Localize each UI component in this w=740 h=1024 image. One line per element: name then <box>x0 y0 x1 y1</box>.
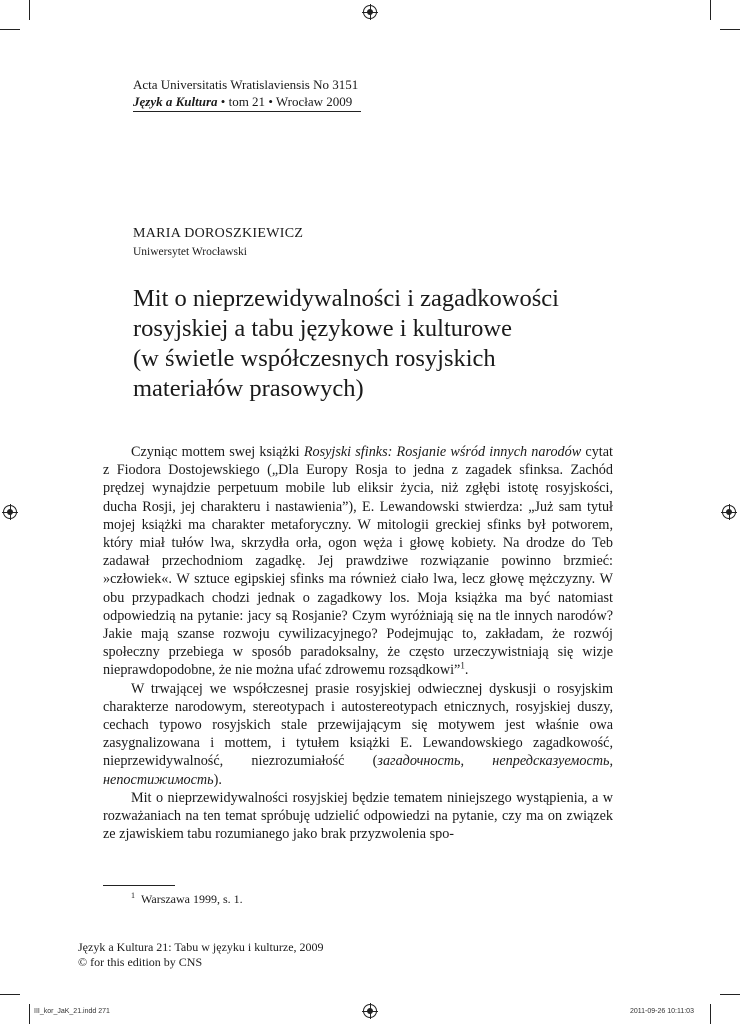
crop-mark-top-left-vertical <box>29 0 30 20</box>
russian-term-2: непредсказуемость <box>492 753 610 770</box>
slug-datetime: 2011-09-26 10:11:03 <box>630 1008 694 1015</box>
footnote-rule <box>103 885 175 886</box>
footnote-number: 1 <box>131 891 135 900</box>
journal-name: Język a Kultura <box>133 94 218 109</box>
registration-mark-right-icon <box>722 505 736 519</box>
volume: tom 21 <box>228 94 266 109</box>
series-name: Acta Universitatis Wratislaviensis No 3151 <box>133 77 359 92</box>
p2-end: ). <box>213 771 222 788</box>
paragraph-2 <box>103 680 613 789</box>
separator-1: • <box>220 94 226 109</box>
crop-mark-bottom-left-horizontal <box>0 994 20 995</box>
slug-file: III_kor_JaK_21.indd 271 <box>34 1008 110 1015</box>
p1-end: . <box>464 662 469 679</box>
journal-line <box>133 93 361 110</box>
article-title <box>133 284 633 404</box>
title-line: (w świetle współczesnych rosyjskich <box>133 345 496 372</box>
russian-term-3: непостижимость <box>103 771 214 788</box>
title-line: materiałów prasowych) <box>133 375 364 402</box>
footnote-reference[interactable]: 1 <box>460 660 465 671</box>
crop-mark-top-right-horizontal <box>720 29 740 30</box>
title-line: rosyjskiej a tabu językowe i kulturowe <box>133 315 512 342</box>
paragraph-1 <box>103 443 613 680</box>
paragraph-3: Mit o nieprzewidywalności rosyjskiej będzie tematem niniejszego wystąpienia, a w rozważaniach na ten temat spróbuję udzielić odpowiedzi na pytanie, czy ma on związek ze zjawiskiem tabu rozumianego jako brak przyzwolenia spo- <box>103 789 613 843</box>
footnote <box>131 891 243 907</box>
registration-mark-top-icon <box>363 5 377 19</box>
title-line: Mit o nieprzewidywalności i zagadkowości <box>133 285 559 312</box>
p2-text-start: W trwającej we współczesnej prasie rosyjskiej odwiecznej dyskusji o rosyjskim charakterze narodowym, stereotypach i autostereotypach etnicznych, rosyjskiej duszy, cechach typowo rosyjskich stale przewijającym się motywem jest właśnie owa zasygnalizowana i mottem, i tytułem książki E. Lewandowskiego zagadkowość, nieprzewidywalność, niezrozumiałość ( <box>103 680 613 770</box>
separator-2: • <box>268 94 273 109</box>
crop-mark-top-right-vertical <box>710 0 711 20</box>
p1-text-start: Czyniąc mottem swej książki <box>131 444 304 460</box>
book-title: Rosyjski sfinks: Rosjanie wśród innych narodów <box>303 444 582 460</box>
publication-info-line-1: Język a Kultura 21: Tabu w języku i kulturze, 2009 <box>78 940 324 954</box>
registration-mark-bottom-icon <box>363 1004 377 1018</box>
author-affiliation: Uniwersytet Wrocławski <box>133 246 247 258</box>
journal-header <box>133 76 361 110</box>
crop-mark-bottom-right-vertical <box>710 1004 711 1024</box>
p2-separator-1: , <box>460 753 493 770</box>
registration-mark-left-icon <box>3 505 17 519</box>
place-year: Wrocław 2009 <box>275 94 353 109</box>
footnote-text: Warszawa 1999, s. 1. <box>141 892 243 906</box>
russian-term-1: загадочность <box>377 753 461 770</box>
article-body <box>103 443 613 843</box>
crop-mark-bottom-right-horizontal <box>720 994 740 995</box>
publication-info <box>78 940 324 970</box>
p2-separator-2: , <box>609 753 613 770</box>
crop-mark-bottom-left-vertical <box>29 1004 30 1024</box>
copyright-line: © for this edition by CNS <box>78 955 203 969</box>
p1-text-main: cytat z Fiodora Dostojewskiego („Dla Europy Rosja to jedna z zagadek sfinksa. Zachód prędzej wynajdzie perpetuum mobile lub eliksir życia, niż zgłębi istotę rosyjskości, ducha Rosji, jej charakteru i nastawienia”), E. Lewandowski stwierdza: „Już sam tytuł mojej książki ma charakter metaforyczny. W mitologii greckiej sfinks był potworem, który miał tułów lwa, skrzydła orła, ogon węża i głowę kobiety. Na drodze do Teb zadawał przechodniom zagadkę. Jej prawdziwe rozwiązanie powinno brzmieć: »człowiek«. W sztuce egipskiej sfinks ma również ciało lwa, lecz głowę mężczyzny. W obu przypadkach chodzi jednak o zagadkowy los. Moja książka ma być natomiast odpowiedzią na pytanie: jacy są Rosjanie? Czym wyróżniają się na tle innych narodów? Jakie mają szanse rozwoju cywilizacyjnego? Podejmując to, zakładam, że rozwój społeczny przebiega w sposób paradoksalny, że często urzeczywistniają się wizje nieprawdopodobne, że nie można ufać zdrowemu rozsądkowi” <box>103 444 613 679</box>
header-rule <box>133 111 361 112</box>
author-name: MARIA DOROSZKIEWICZ <box>133 226 304 241</box>
crop-mark-top-left-horizontal <box>0 29 20 30</box>
